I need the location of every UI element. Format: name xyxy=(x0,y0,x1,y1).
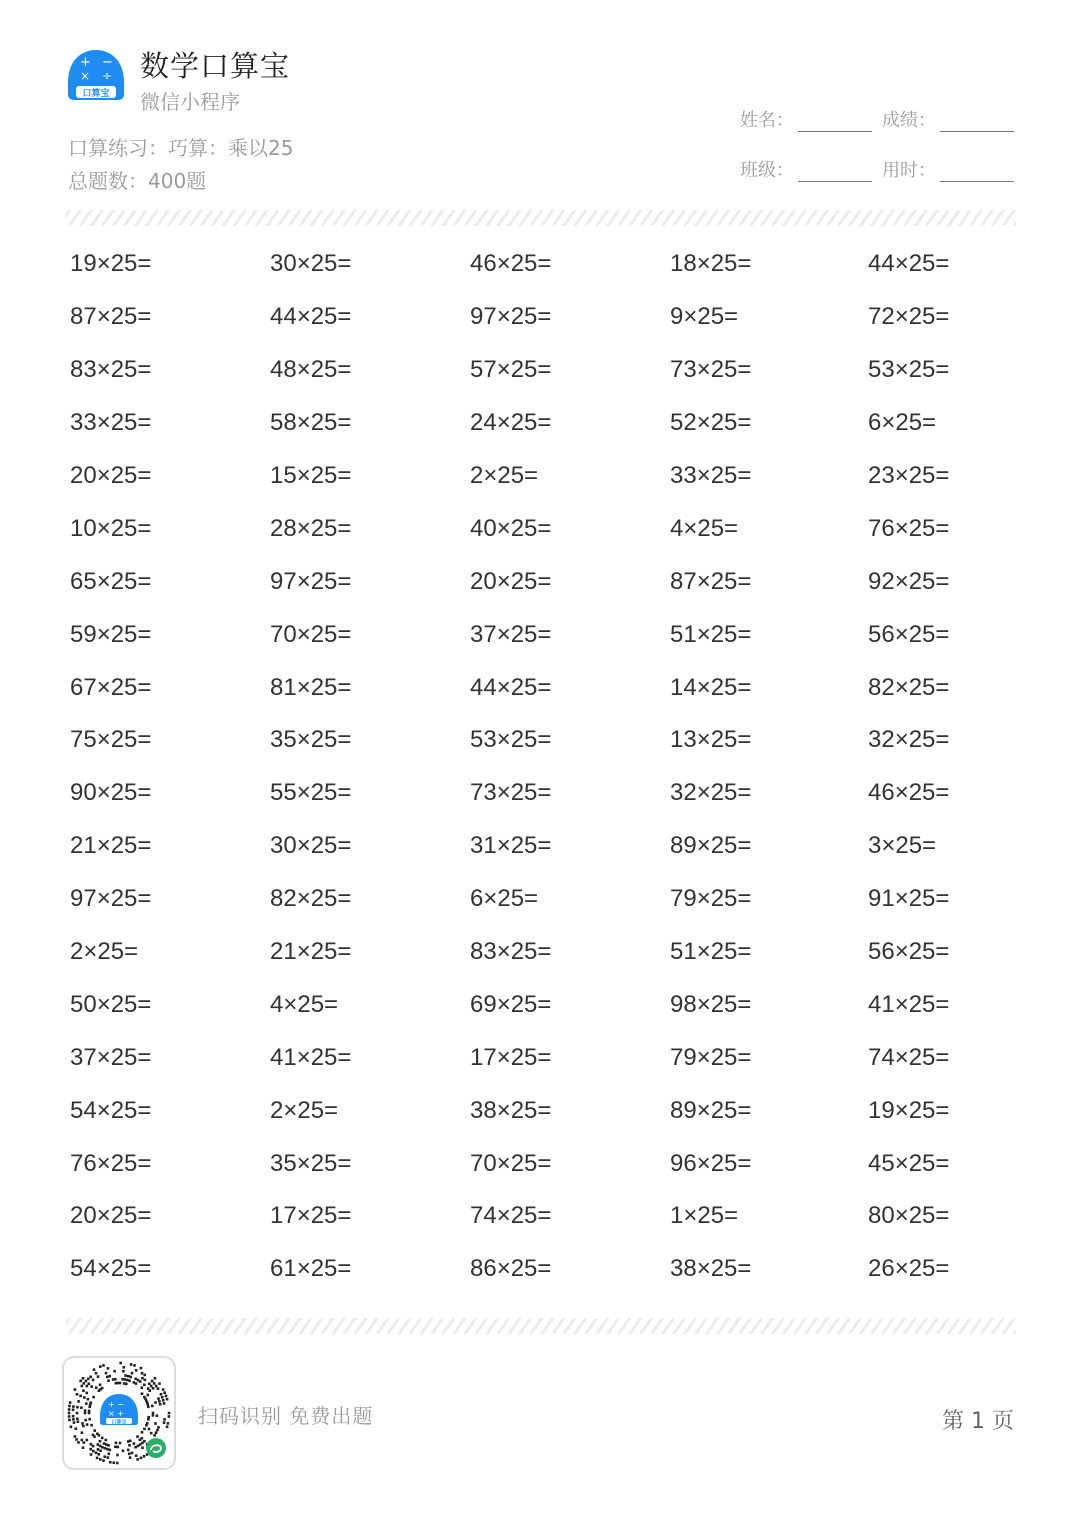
problem-item: 65×25= xyxy=(70,567,152,595)
problem-item: 56×25= xyxy=(868,938,950,966)
problem-item: 70×25= xyxy=(270,620,352,648)
svg-text:+: + xyxy=(80,55,91,70)
problem-item: 89×25= xyxy=(670,832,752,860)
problem-item: 35×25= xyxy=(270,1149,352,1177)
problem-item: 31×25= xyxy=(470,832,552,860)
problem-item: 50×25= xyxy=(70,990,152,1018)
svg-text:×: × xyxy=(80,69,91,83)
problem-item: 28×25= xyxy=(270,514,352,542)
app-logo-icon xyxy=(64,44,128,108)
problem-item: 97×25= xyxy=(470,303,552,331)
problem-item: 79×25= xyxy=(670,885,752,913)
problem-item: 46×25= xyxy=(868,779,950,807)
problem-item: 14×25= xyxy=(670,673,752,701)
problem-item: 54×25= xyxy=(70,1255,152,1283)
problem-item: 96×25= xyxy=(670,1149,752,1177)
problem-item: 59×25= xyxy=(70,620,152,648)
logo-text: 口算宝 xyxy=(82,89,110,99)
problem-item: 83×25= xyxy=(470,938,552,966)
problem-item: 21×25= xyxy=(270,938,352,966)
problem-item: 80×25= xyxy=(868,1202,950,1230)
problem-item: 48×25= xyxy=(270,356,352,384)
problem-item: 40×25= xyxy=(470,514,552,542)
problem-item: 81×25= xyxy=(270,673,352,701)
field-row-1 xyxy=(740,106,1020,134)
problem-item: 69×25= xyxy=(470,990,552,1018)
exercise-info xyxy=(68,132,293,198)
name-field[interactable] xyxy=(740,106,872,132)
problem-item: 13×25= xyxy=(670,726,752,754)
problem-item: 67×25= xyxy=(70,673,152,701)
problem-item: 61×25= xyxy=(270,1255,352,1283)
problem-item: 18×25= xyxy=(670,250,752,278)
problem-item: 35×25= xyxy=(270,726,352,754)
problem-item: 24×25= xyxy=(470,409,552,437)
problem-item: 58×25= xyxy=(270,409,352,437)
problem-item: 32×25= xyxy=(670,779,752,807)
problem-item: 52×25= xyxy=(670,409,752,437)
problem-grid xyxy=(70,238,1010,1296)
wechat-miniprogram-icon xyxy=(146,1438,166,1458)
problem-item: 41×25= xyxy=(868,990,950,1018)
problem-item: 30×25= xyxy=(270,832,352,860)
problem-item: 75×25= xyxy=(70,726,152,754)
exercise-line: 口算练习：巧算：乘以25 xyxy=(68,136,294,160)
problem-item: 70×25= xyxy=(470,1149,552,1177)
problem-item: 4×25= xyxy=(270,990,339,1018)
problem-item: 30×25= xyxy=(270,250,352,278)
problem-item: 2×25= xyxy=(270,1096,339,1124)
page-number: 第 1 页 xyxy=(942,1409,1014,1434)
footer-tip: 扫码识别 免费出题 xyxy=(198,1404,374,1428)
svg-text:+ −: + − xyxy=(108,1400,124,1409)
problem-item: 26×25= xyxy=(868,1255,950,1283)
problem-item: 33×25= xyxy=(70,409,152,437)
problem-item: 3×25= xyxy=(868,832,937,860)
problem-item: 54×25= xyxy=(70,1096,152,1124)
problem-item: 73×25= xyxy=(470,779,552,807)
score-field[interactable] xyxy=(882,106,1014,132)
field-row-2 xyxy=(740,156,1020,184)
problem-item: 90×25= xyxy=(70,779,152,807)
class-blank[interactable] xyxy=(798,159,872,182)
problem-item: 91×25= xyxy=(868,885,950,913)
problem-item: 38×25= xyxy=(670,1255,752,1283)
qr-code[interactable] xyxy=(62,1356,176,1470)
problem-item: 87×25= xyxy=(70,303,152,331)
problem-item: 45×25= xyxy=(868,1149,950,1177)
problem-item: 19×25= xyxy=(70,250,152,278)
name-blank[interactable] xyxy=(798,109,872,132)
problem-item: 72×25= xyxy=(868,303,950,331)
problem-item: 74×25= xyxy=(868,1043,950,1071)
problem-item: 73×25= xyxy=(670,356,752,384)
app-title: 数学口算宝 xyxy=(140,49,291,83)
problem-item: 55×25= xyxy=(270,779,352,807)
problem-item: 76×25= xyxy=(868,514,950,542)
svg-text:−: − xyxy=(102,55,113,70)
problem-item: 56×25= xyxy=(868,620,950,648)
problem-item: 79×25= xyxy=(670,1043,752,1071)
problem-item: 83×25= xyxy=(70,356,152,384)
problem-item: 51×25= xyxy=(670,938,752,966)
problem-item: 76×25= xyxy=(70,1149,152,1177)
problem-item: 89×25= xyxy=(670,1096,752,1124)
problem-item: 82×25= xyxy=(868,673,950,701)
problem-item: 86×25= xyxy=(470,1255,552,1283)
problem-item: 1×25= xyxy=(670,1202,739,1230)
problem-item: 10×25= xyxy=(70,514,152,542)
problem-item: 92×25= xyxy=(868,567,950,595)
problem-item: 6×25= xyxy=(868,409,937,437)
problem-item: 17×25= xyxy=(470,1043,552,1071)
app-subtitle: 微信小程序 xyxy=(140,90,240,114)
qr-logo-text: 口算宝 xyxy=(111,1419,127,1426)
problem-item: 57×25= xyxy=(470,356,552,384)
problem-item: 20×25= xyxy=(70,462,152,489)
problem-item: 23×25= xyxy=(868,462,950,489)
problem-item: 9×25= xyxy=(670,303,739,331)
problem-item: 98×25= xyxy=(670,990,752,1018)
problem-item: 32×25= xyxy=(868,726,950,754)
problem-item: 41×25= xyxy=(270,1043,352,1071)
class-field[interactable] xyxy=(740,156,872,182)
time-label: 用时： xyxy=(882,160,936,181)
problem-item: 97×25= xyxy=(70,885,152,913)
name-label: 姓名： xyxy=(740,110,794,131)
problem-item: 21×25= xyxy=(70,832,152,860)
score-blank[interactable] xyxy=(940,109,1014,132)
problem-item: 87×25= xyxy=(670,567,752,595)
svg-text:÷: ÷ xyxy=(102,69,113,83)
problem-item: 2×25= xyxy=(70,938,139,966)
problem-item: 2×25= xyxy=(470,462,539,489)
problem-item: 53×25= xyxy=(470,726,552,754)
time-blank[interactable] xyxy=(940,159,1014,182)
time-field[interactable] xyxy=(882,156,1014,182)
problem-item: 44×25= xyxy=(470,673,552,701)
problem-item: 33×25= xyxy=(670,462,752,489)
problem-item: 6×25= xyxy=(470,885,539,913)
score-label: 成绩： xyxy=(882,110,936,131)
total-line: 总题数：400题 xyxy=(68,169,207,193)
problem-item: 4×25= xyxy=(670,514,739,542)
problem-item: 46×25= xyxy=(470,250,552,278)
svg-text:× +: × + xyxy=(108,1409,124,1418)
bottom-divider xyxy=(66,1318,1016,1334)
problem-item: 44×25= xyxy=(270,303,352,331)
problem-item: 74×25= xyxy=(470,1202,552,1230)
problem-item: 37×25= xyxy=(470,620,552,648)
problem-item: 17×25= xyxy=(270,1202,352,1230)
problem-item: 19×25= xyxy=(868,1096,950,1124)
problem-item: 82×25= xyxy=(270,885,352,913)
problem-item: 38×25= xyxy=(470,1096,552,1124)
top-divider xyxy=(66,210,1016,226)
problem-item: 97×25= xyxy=(270,567,352,595)
problem-item: 44×25= xyxy=(868,250,950,278)
problem-item: 51×25= xyxy=(670,620,752,648)
class-label: 班级： xyxy=(740,160,794,181)
problem-item: 15×25= xyxy=(270,462,352,489)
problem-item: 37×25= xyxy=(70,1043,152,1071)
problem-item: 20×25= xyxy=(470,567,552,595)
problem-item: 53×25= xyxy=(868,356,950,384)
qr-code-icon xyxy=(64,1358,174,1468)
problem-item: 20×25= xyxy=(70,1202,152,1230)
